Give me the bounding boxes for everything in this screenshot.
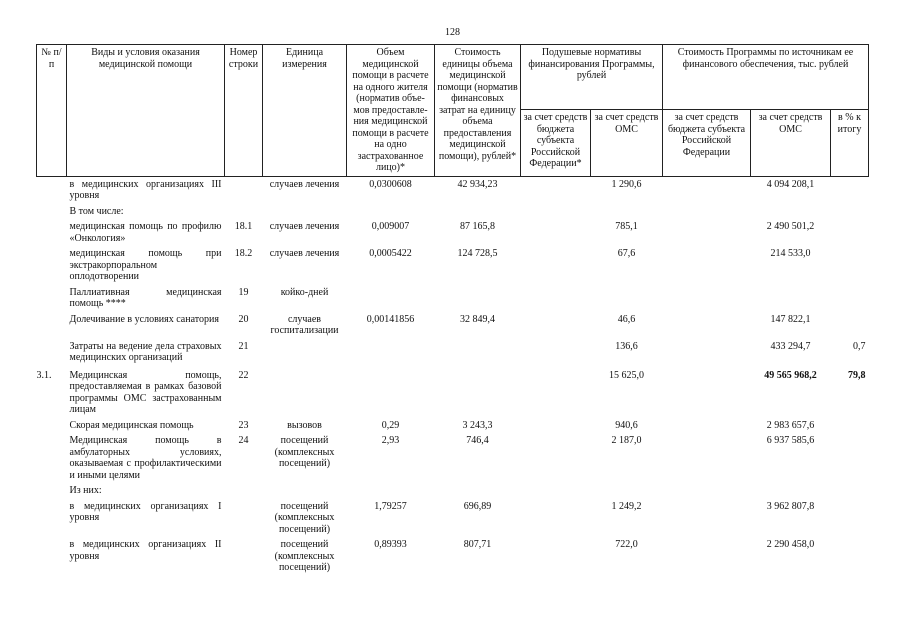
row-program-percent: 79,8 — [848, 369, 866, 381]
table-row — [37, 497, 869, 536]
row-name: Из них: — [69, 485, 102, 496]
row-program-oms: 147 822,1 — [770, 313, 811, 325]
row-per-capita-budget — [521, 283, 591, 310]
row-name: Скорая медицинская помощь — [69, 419, 194, 431]
row-per-capita-oms: 1 249,2 — [611, 500, 642, 512]
row-per-capita-budget — [521, 310, 591, 337]
row-program-budget — [663, 416, 751, 432]
row-cost — [435, 202, 521, 218]
row-volume: 0,009007 — [371, 221, 410, 232]
row-cost — [435, 364, 521, 416]
row-per-capita-budget — [521, 497, 591, 536]
row-volume — [347, 202, 435, 218]
row-volume: 0,29 — [381, 419, 400, 431]
row-name: В том числе: — [69, 205, 124, 217]
header-program-cost: Стоимость Программы по источникам ее финансового обеспечения, тыс. рублей — [663, 45, 869, 110]
row-unit — [263, 481, 347, 497]
row-number — [37, 310, 67, 337]
header-volume: Объем медицинской помощи в расчете на одного жителя (норматив объе-мов предоставле-ния медицинской помощи в расчете на одно застрахованное лицо)* — [347, 45, 435, 177]
row-cost — [435, 337, 521, 364]
row-program-oms: 3 962 807,8 — [766, 500, 815, 512]
row-per-capita-oms: 136,6 — [615, 340, 638, 352]
row-program-budget — [663, 244, 751, 283]
row-program-oms — [751, 202, 831, 218]
table-row — [37, 176, 869, 202]
row-program-percent — [831, 481, 869, 497]
row-per-capita-oms: 46,6 — [617, 313, 636, 325]
row-line-number: 21 — [238, 340, 249, 352]
header-program-budget: за счет средств бюджета субъекта Российской Федерации — [663, 110, 751, 177]
row-volume — [347, 337, 435, 364]
row-name: в медицинских организациях III уровня — [69, 178, 222, 201]
table-row — [37, 431, 869, 481]
table-row — [37, 310, 869, 337]
row-program-budget — [663, 202, 751, 218]
row-line-number — [225, 202, 263, 218]
table-row — [37, 202, 869, 218]
row-name: медицинская помощь при экстракорпоральном оплодотворении — [69, 248, 222, 282]
row-program-oms: 214 533,0 — [770, 248, 811, 259]
row-per-capita-budget — [521, 217, 591, 244]
row-program-percent — [831, 310, 869, 337]
row-number — [37, 431, 67, 481]
row-program-oms: 2 490 501,2 — [766, 221, 815, 232]
header-per-capita: Подушевые нормативы финансирования Программы, рублей — [521, 45, 663, 110]
row-number — [37, 244, 67, 283]
row-unit: случаев лечения — [269, 248, 340, 259]
row-per-capita-oms: 2 187,0 — [611, 435, 642, 446]
row-line-number: 19 — [238, 286, 249, 298]
row-number: 3.1. — [36, 369, 52, 381]
row-name: в медицинских организациях II уровня — [69, 539, 222, 562]
table-row — [37, 416, 869, 432]
row-cost — [435, 283, 521, 310]
page-number: 128 — [445, 27, 460, 38]
row-unit: случаев лечения — [269, 221, 340, 232]
row-volume — [347, 481, 435, 497]
row-volume: 1,79257 — [374, 500, 407, 512]
row-unit: посещений (комплексных посещений) — [274, 539, 335, 573]
row-program-budget — [663, 283, 751, 310]
header-unit: Единица измерения — [263, 45, 347, 177]
table-row — [37, 283, 869, 310]
row-per-capita-oms: 722,0 — [615, 539, 638, 550]
row-line-number — [225, 176, 263, 202]
row-unit: посещений (комплексных посещений) — [274, 435, 335, 469]
row-program-budget — [663, 337, 751, 364]
row-line-number: 24 — [238, 435, 249, 446]
row-unit — [263, 364, 347, 416]
row-program-oms — [751, 481, 831, 497]
table-row — [37, 535, 869, 574]
row-unit — [263, 337, 347, 364]
table-row — [37, 244, 869, 283]
row-name: Медицинская помощь, предоставляемая в рамках базовой программы ОМС застрахованным лицам — [69, 369, 222, 415]
row-cost: 807,71 — [463, 539, 492, 550]
row-program-budget — [663, 310, 751, 337]
row-line-number: 23 — [238, 419, 249, 431]
row-program-percent — [831, 176, 869, 202]
row-per-capita-oms: 785,1 — [615, 221, 638, 232]
row-program-percent — [831, 244, 869, 283]
row-name: Затраты на ведение дела страховых медицинских организаций — [69, 340, 222, 363]
row-unit: вызовов — [287, 419, 322, 431]
table-row — [37, 481, 869, 497]
row-unit: случаев госпитализации — [270, 313, 339, 336]
row-per-capita-oms: 940,6 — [615, 419, 638, 431]
row-program-percent: 0,7 — [853, 340, 866, 352]
header-num: № п/п — [37, 45, 67, 177]
row-cost: 124 728,5 — [457, 248, 498, 259]
header-program-percent: в % к итогу — [831, 110, 869, 177]
row-program-percent — [831, 283, 869, 310]
program-cost-table — [36, 44, 869, 574]
header-program-oms: за счет средств ОМС — [751, 110, 831, 177]
row-program-budget — [663, 481, 751, 497]
row-volume — [347, 364, 435, 416]
row-line-number: 18.2 — [234, 248, 253, 259]
row-per-capita-budget — [521, 535, 591, 574]
row-volume — [347, 283, 435, 310]
row-per-capita-oms: 15 625,0 — [609, 369, 644, 381]
header-row: Номер строки — [225, 45, 263, 177]
row-name: Долечивание в условиях санатория — [69, 313, 219, 325]
row-per-capita-budget — [521, 481, 591, 497]
row-per-capita-oms: 67,6 — [617, 248, 636, 259]
row-unit: случаев лечения — [269, 178, 340, 190]
row-volume: 0,0300608 — [369, 178, 412, 190]
table-body — [37, 176, 869, 574]
row-program-percent — [831, 497, 869, 536]
row-per-capita-budget — [521, 416, 591, 432]
row-program-oms: 2 290 458,0 — [766, 539, 815, 550]
row-number — [37, 535, 67, 574]
row-unit: посещений (комплексных посещений) — [274, 500, 335, 535]
row-cost: 746,4 — [466, 435, 489, 446]
row-per-capita-budget — [521, 176, 591, 202]
row-number — [37, 176, 67, 202]
row-line-number — [225, 535, 263, 574]
row-program-percent — [831, 217, 869, 244]
row-program-percent — [831, 431, 869, 481]
row-program-budget — [663, 364, 751, 416]
row-program-oms: 433 294,7 — [770, 340, 811, 352]
table-header — [37, 45, 869, 177]
table-row — [37, 337, 869, 364]
row-number — [37, 416, 67, 432]
row-program-budget — [663, 535, 751, 574]
row-program-oms: 49 565 968,2 — [764, 369, 817, 381]
row-program-oms: 6 937 585,6 — [766, 435, 815, 446]
row-program-oms — [751, 283, 831, 310]
row-program-budget — [663, 176, 751, 202]
row-volume: 0,0005422 — [369, 248, 412, 259]
row-line-number — [225, 481, 263, 497]
row-unit — [263, 202, 347, 218]
row-program-percent — [831, 535, 869, 574]
row-per-capita-budget — [521, 364, 591, 416]
row-per-capita-oms — [591, 481, 663, 497]
row-number — [37, 202, 67, 218]
row-per-capita-oms — [591, 202, 663, 218]
row-per-capita-oms: 1 290,6 — [611, 178, 642, 190]
row-name: медицинская помощь по профилю «Онкология» — [69, 221, 222, 244]
row-cost: 3 243,3 — [462, 419, 493, 431]
row-volume: 0,00141856 — [366, 313, 415, 325]
row-program-budget — [663, 217, 751, 244]
row-program-budget — [663, 431, 751, 481]
header-per-capita-oms: за счет средств ОМС — [591, 110, 663, 177]
row-volume: 0,89393 — [374, 539, 407, 550]
row-per-capita-budget — [521, 431, 591, 481]
row-program-budget — [663, 497, 751, 536]
row-number — [37, 497, 67, 536]
row-program-oms: 2 983 657,6 — [766, 419, 815, 431]
row-number — [37, 217, 67, 244]
row-program-percent — [831, 202, 869, 218]
row-cost: 42 934,23 — [457, 178, 498, 190]
row-per-capita-oms — [591, 283, 663, 310]
row-program-percent — [831, 416, 869, 432]
table-row — [37, 217, 869, 244]
header-cost: Стоимость единицы объема медицинской помощи (норматив финансовых затрат на единицу объема предоставления медицинской помощи), рублей* — [435, 45, 521, 177]
row-line-number: 22 — [238, 369, 249, 381]
row-per-capita-budget — [521, 244, 591, 283]
row-unit: койко-дней — [280, 286, 329, 298]
row-name: Паллиативная медицинская помощь **** — [69, 286, 222, 309]
header-per-capita-budget: за счет средств бюджета субъекта Российской Федерации* — [521, 110, 591, 177]
row-number — [37, 481, 67, 497]
row-name: в медицинских организациях I уровня — [69, 500, 222, 523]
row-cost: 32 849,4 — [460, 313, 495, 325]
row-per-capita-budget — [521, 202, 591, 218]
row-volume: 2,93 — [381, 435, 400, 446]
table-row — [37, 364, 869, 416]
row-cost — [435, 481, 521, 497]
row-number — [37, 337, 67, 364]
row-number — [37, 283, 67, 310]
header-name: Виды и условия оказания медицинской помощи — [67, 45, 225, 177]
row-cost: 696,89 — [463, 500, 492, 512]
row-per-capita-budget — [521, 337, 591, 364]
row-line-number: 20 — [238, 313, 249, 325]
row-cost: 87 165,8 — [460, 221, 495, 232]
row-line-number — [225, 497, 263, 536]
row-line-number: 18.1 — [234, 221, 253, 232]
row-program-oms: 4 094 208,1 — [766, 178, 815, 190]
row-name: Медицинская помощь в амбулаторных условиях, оказываемая с профилактическими и иными целями — [69, 435, 222, 481]
